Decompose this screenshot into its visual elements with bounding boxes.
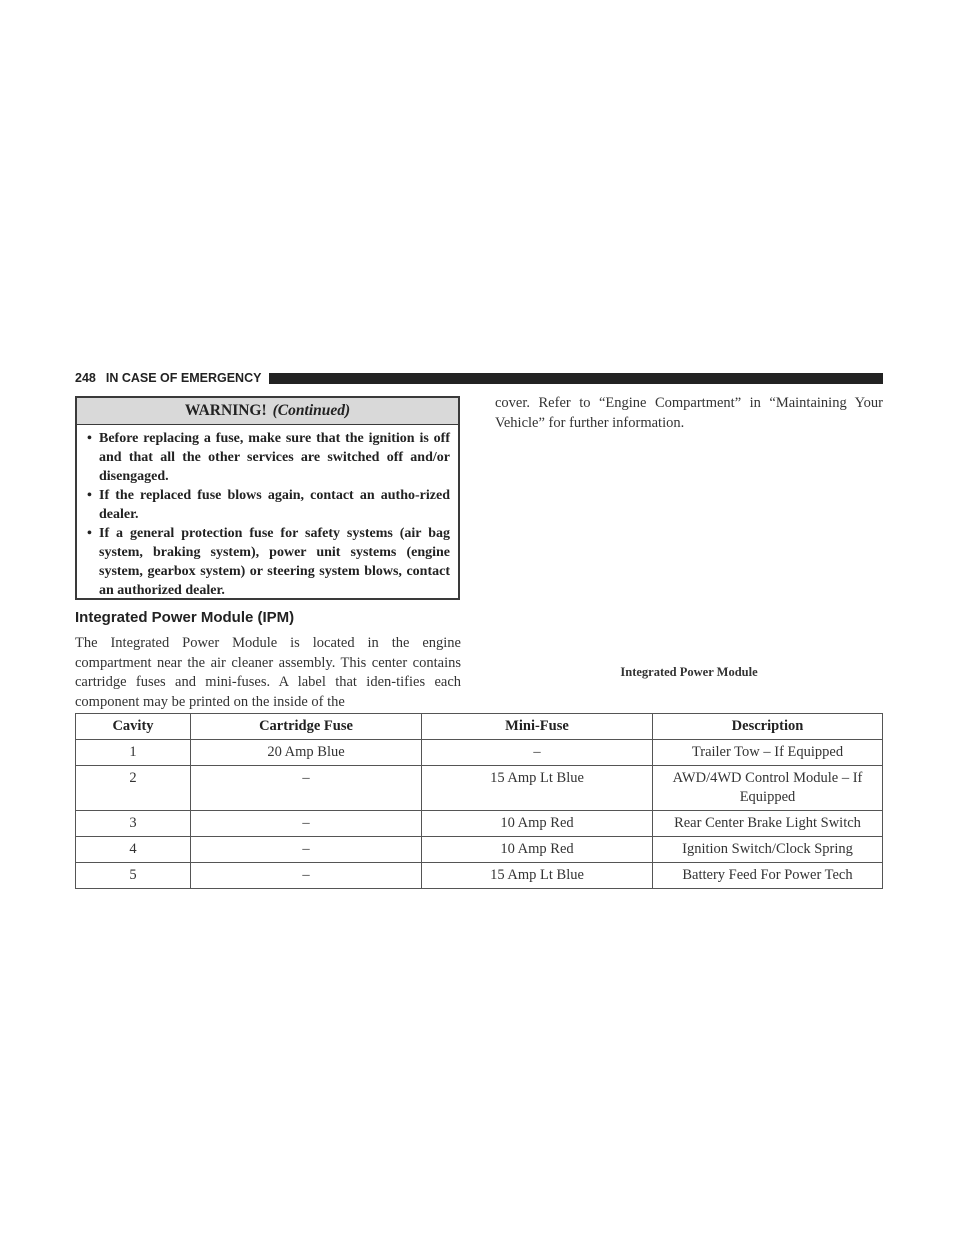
warning-box: [75, 396, 460, 600]
table-cell: 5: [76, 863, 191, 889]
table-cell: –: [191, 863, 422, 889]
warning-continued: (Continued): [272, 402, 351, 419]
table-header-row: [76, 714, 883, 740]
section-heading: Integrated Power Module (IPM): [75, 609, 295, 626]
table-cell: 20 Amp Blue: [191, 740, 422, 766]
page-header: [75, 370, 883, 386]
warning-item: • If the replaced fuse blows again, contact an autho-rized dealer.: [87, 486, 450, 524]
fuse-table: [75, 713, 883, 889]
page-number: 248: [75, 371, 96, 385]
table-cell: 15 Amp Lt Blue: [422, 863, 653, 889]
table-cell: Rear Center Brake Light Switch: [653, 811, 883, 837]
column-header-mini-fuse: Mini-Fuse: [422, 714, 653, 740]
table-cell: 4: [76, 837, 191, 863]
body-paragraph-continued: cover. Refer to “Engine Compartment” in “Maintaining Your Vehicle” for further information.: [495, 395, 883, 431]
table-cell: Battery Feed For Power Tech: [653, 863, 883, 889]
table-row: [76, 837, 883, 863]
header-rule: [269, 373, 883, 384]
body-paragraph: The Integrated Power Module is located in the engine compartment near the air cleaner assembly. This center contains cartridge fuses and mini-fuses. A label that iden-tifies each component may be printed on the inside of the: [75, 635, 461, 710]
figure-caption: Integrated Power Module: [620, 665, 758, 679]
table-cell: 15 Amp Lt Blue: [422, 766, 653, 811]
table-cell: –: [191, 811, 422, 837]
table-cell: –: [191, 837, 422, 863]
table-row: [76, 863, 883, 889]
column-header-description: Description: [653, 714, 883, 740]
table-cell: 2: [76, 766, 191, 811]
table-row: [76, 740, 883, 766]
column-header-cartridge-fuse: Cartridge Fuse: [191, 714, 422, 740]
warning-item: • Before replacing a fuse, make sure that the ignition is off and that all the other services are switched off and/or disengaged.: [87, 429, 450, 486]
table-cell: Ignition Switch/Clock Spring: [653, 837, 883, 863]
table-cell: –: [191, 766, 422, 811]
warning-label: WARNING!: [184, 402, 267, 419]
column-header-cavity: Cavity: [76, 714, 191, 740]
table-row: [76, 811, 883, 837]
warning-item: • If a general protection fuse for safety systems (air bag system, braking system), power unit systems (engine system, gearbox system) or steering system blows, contact an authorized dealer.: [87, 524, 450, 600]
table-cell: Trailer Tow – If Equipped: [653, 740, 883, 766]
table-cell: 1: [76, 740, 191, 766]
table-row: [76, 766, 883, 811]
warning-title: [77, 398, 458, 425]
table-cell: –: [422, 740, 653, 766]
table-cell: AWD/4WD Control Module – If Equipped: [653, 766, 883, 811]
table-cell: 10 Amp Red: [422, 837, 653, 863]
table-cell: 10 Amp Red: [422, 811, 653, 837]
warning-list: [77, 425, 458, 600]
table-cell: 3: [76, 811, 191, 837]
section-title: IN CASE OF EMERGENCY: [105, 371, 262, 385]
